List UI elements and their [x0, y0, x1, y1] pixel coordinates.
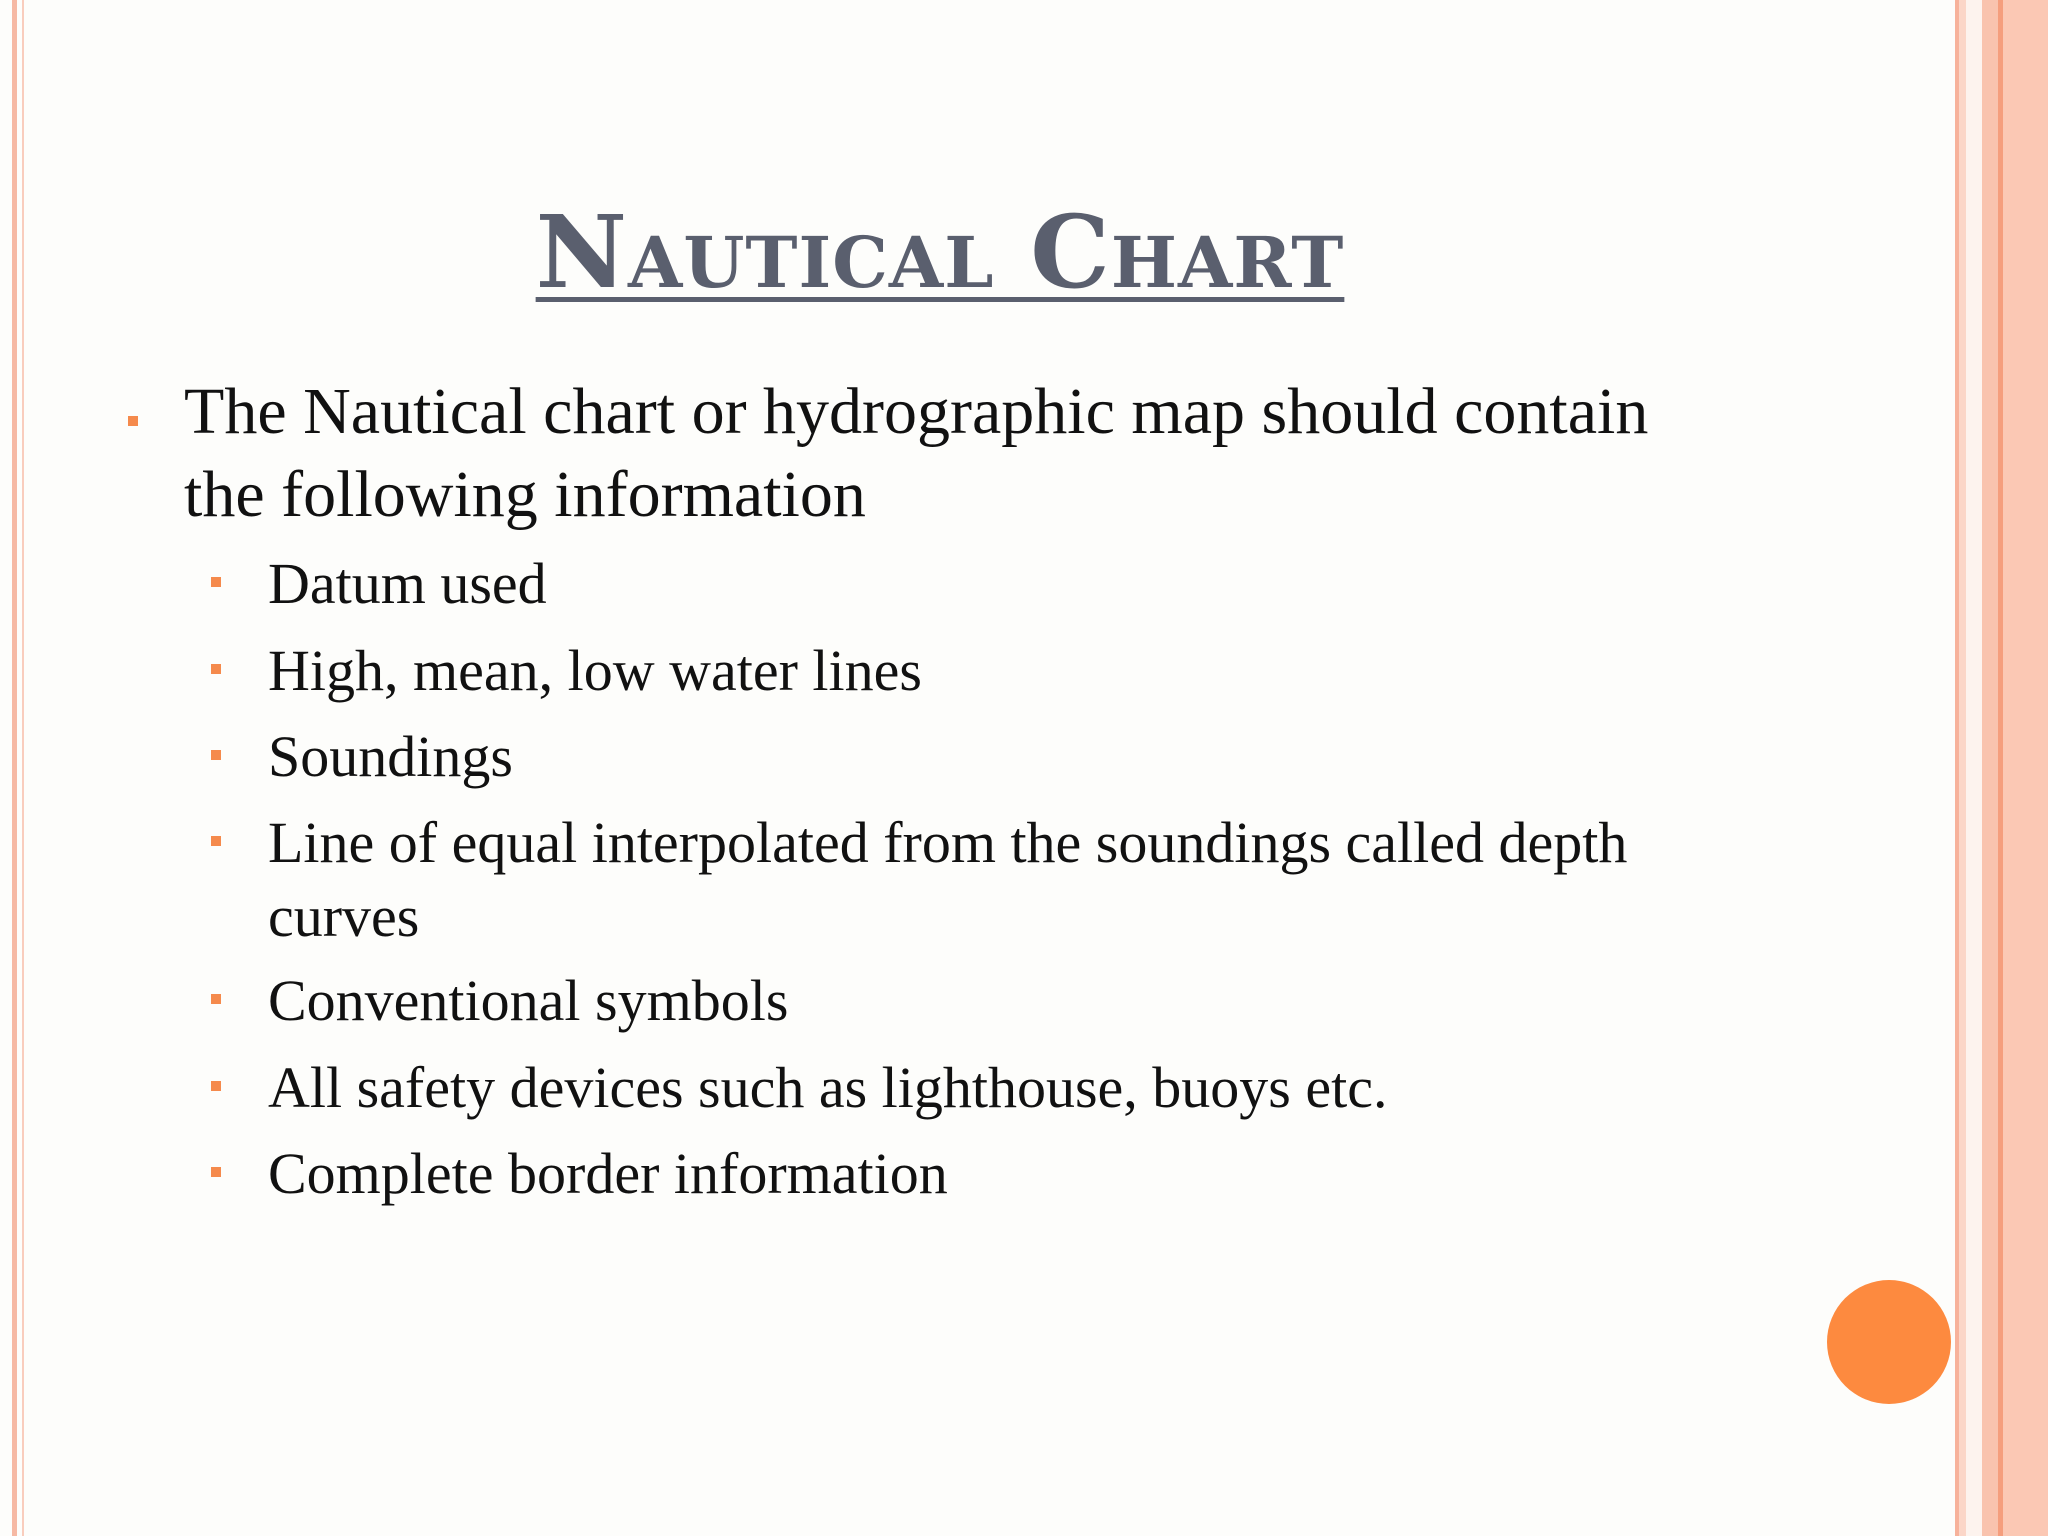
list-item — [268, 806, 1768, 954]
bullet-square-icon — [211, 994, 221, 1004]
bullet-square-icon — [211, 750, 221, 760]
right-stripe-6 — [2003, 0, 2048, 1536]
list-item — [268, 964, 1768, 1038]
bullet-square-icon — [211, 577, 221, 587]
right-stripe-2 — [1959, 0, 1966, 1536]
right-stripe-3 — [1966, 0, 1982, 1536]
bullet-square-icon — [128, 416, 138, 426]
list-item — [268, 1137, 1768, 1211]
bullet-square-icon — [211, 664, 221, 674]
list-item-text: Conventional symbols — [268, 968, 789, 1033]
bullet-square-icon — [211, 1081, 221, 1091]
list-item-text: Line of equal interpolated from the soundings called depth curves — [268, 810, 1628, 949]
list-item — [268, 634, 1768, 708]
list-item — [268, 1051, 1768, 1125]
list-item-text: High, mean, low water lines — [268, 638, 922, 703]
list-item — [268, 720, 1768, 794]
orange-circle-icon — [1827, 1280, 1951, 1404]
list-item-text: Complete border information — [268, 1141, 948, 1206]
main-bullet-text: The Nautical chart or hydrographic map should contain the following information — [184, 375, 1649, 531]
list-item-text: Soundings — [268, 724, 513, 789]
list-item-text: Datum used — [268, 551, 547, 616]
list-item — [268, 547, 1768, 621]
bullet-square-icon — [211, 836, 221, 846]
bullet-square-icon — [211, 1167, 221, 1177]
list-item-text: All safety devices such as lighthouse, buoys etc. — [268, 1055, 1388, 1120]
right-stripe-4 — [1982, 0, 1998, 1536]
slide-title: Nautical Chart — [535, 193, 1345, 311]
